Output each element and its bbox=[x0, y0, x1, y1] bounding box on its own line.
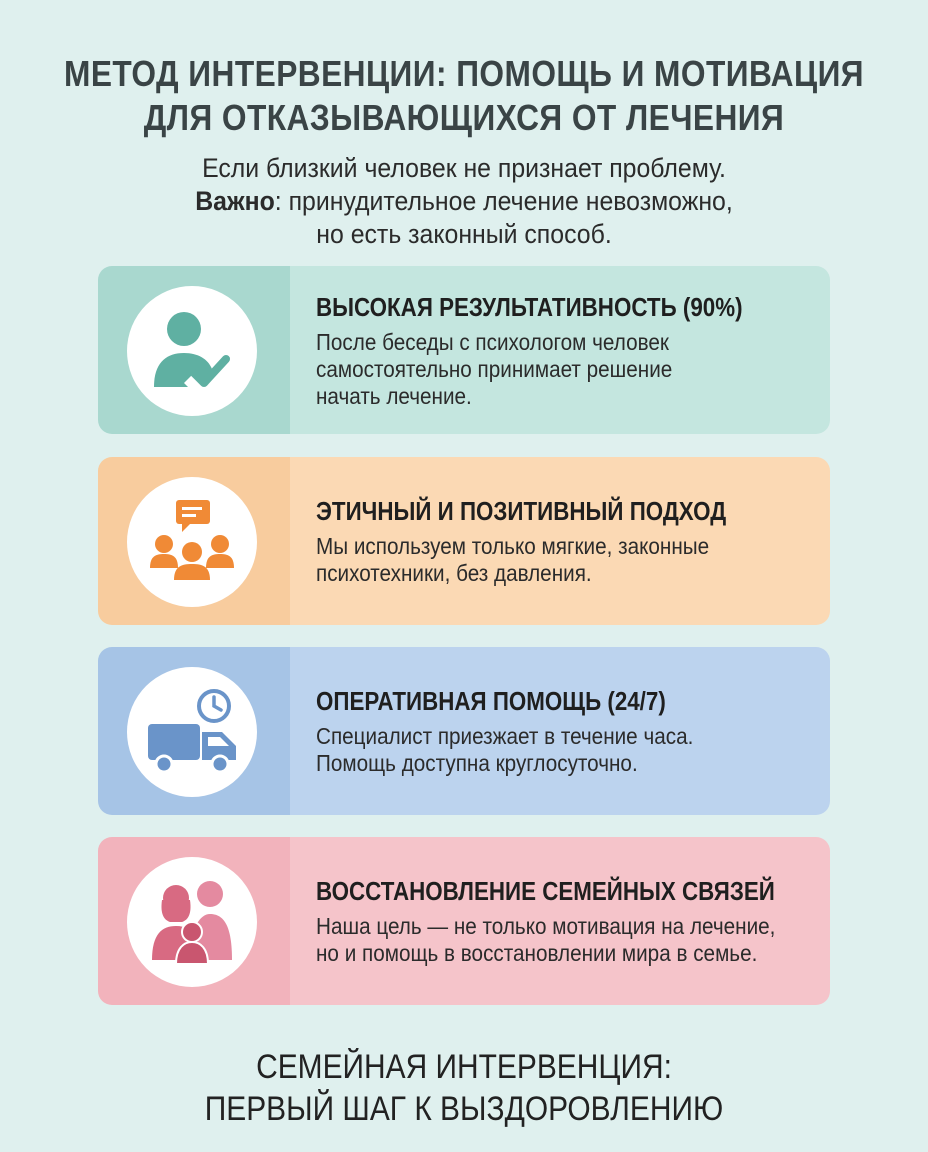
card-high-effectiveness bbox=[98, 266, 830, 434]
card-content bbox=[316, 837, 820, 1005]
icon-circle bbox=[127, 857, 257, 987]
card-desc-line: Мы используем только мягкие, законные bbox=[316, 533, 710, 559]
card-description bbox=[316, 329, 770, 410]
card-desc-line: но и помощь в восстановлении мира в семье. bbox=[316, 940, 758, 966]
card-description bbox=[316, 533, 770, 587]
footer-line1: СЕМЕЙНАЯ ИНТЕРВЕНЦИЯ: bbox=[256, 1048, 672, 1086]
card-description bbox=[316, 913, 776, 967]
icon-circle bbox=[127, 477, 257, 607]
card-desc-line: самостоятельно принимает решение bbox=[316, 355, 673, 382]
card-prompt-help bbox=[98, 647, 830, 815]
footer-slogan bbox=[56, 1046, 873, 1130]
card-ethical-approach bbox=[98, 457, 830, 625]
intro-text bbox=[37, 152, 891, 251]
card-content bbox=[316, 266, 820, 434]
card-content bbox=[316, 457, 820, 625]
icon-circle bbox=[127, 286, 257, 416]
group-chat-icon bbox=[142, 492, 242, 592]
card-title: ОПЕРАТИВНАЯ ПОМОЩЬ (24/7) bbox=[316, 686, 666, 716]
icon-circle bbox=[127, 667, 257, 797]
page-title-line2: ДЛЯ ОТКАЗЫВАЮЩИХСЯ ОТ ЛЕЧЕНИЯ bbox=[143, 97, 785, 138]
important-label: Важно bbox=[195, 186, 275, 216]
intro-line2 bbox=[37, 185, 891, 218]
card-title: ВОССТАНОВЛЕНИЕ СЕМЕЙНЫХ СВЯЗЕЙ bbox=[316, 876, 775, 906]
card-desc-line: Специалист приезжает в течение часа. bbox=[316, 723, 694, 749]
intro-line3: но есть законный способ. bbox=[316, 219, 612, 249]
footer-line2: ПЕРВЫЙ ШАГ К ВЫЗДОРОВЛЕНИЮ bbox=[204, 1090, 724, 1128]
page-title-line1: МЕТОД ИНТЕРВЕНЦИИ: ПОМОЩЬ И МОТИВАЦИЯ bbox=[63, 53, 865, 94]
intro-line2-rest: : принудительное лечение невозможно, bbox=[274, 186, 733, 216]
card-content bbox=[316, 647, 820, 815]
card-desc-line: После беседы с психологом человек bbox=[316, 328, 669, 355]
person-check-icon bbox=[144, 303, 240, 399]
card-desc-line: Наша цель — не только мотивация на лечение, bbox=[316, 913, 776, 939]
card-title: ЭТИЧНЫЙ И ПОЗИТИВНЫЙ ПОДХОД bbox=[316, 496, 727, 526]
intro-line1: Если близкий человек не признает проблему. bbox=[202, 153, 726, 183]
family-icon bbox=[140, 870, 244, 974]
card-desc-line: начать лечение. bbox=[316, 382, 472, 409]
truck-clock-icon bbox=[142, 682, 242, 782]
card-desc-line: Помощь доступна круглосуточно. bbox=[316, 750, 638, 776]
page-title bbox=[56, 52, 873, 140]
card-description bbox=[316, 723, 770, 777]
card-title: ВЫСОКАЯ РЕЗУЛЬТАТИВНОСТЬ (90%) bbox=[316, 291, 743, 322]
card-desc-line: психотехники, без давления. bbox=[316, 560, 592, 586]
card-family-restoration bbox=[98, 837, 830, 1005]
